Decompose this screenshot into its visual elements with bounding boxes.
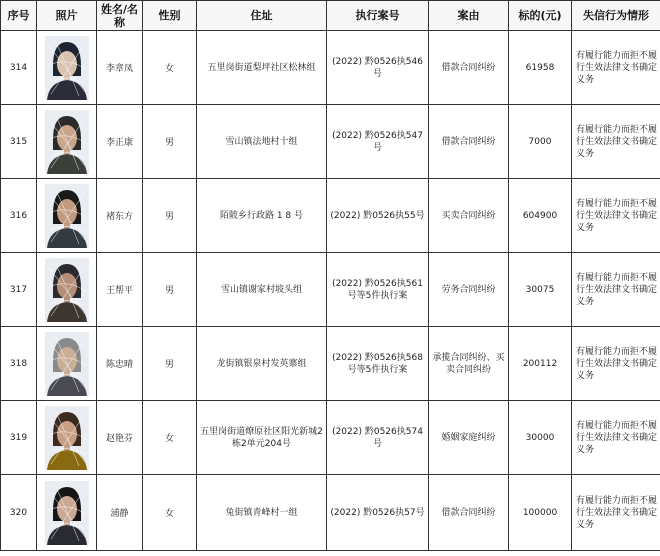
case-number: (2022) 黔0526执568号等5件执行案 <box>327 327 429 401</box>
row-number: 320 <box>1 475 37 551</box>
dishonest-reason: 有履行能力而拒不履行生效法律文书确定义务 <box>572 327 660 401</box>
case-cause: 借款合同纠纷 <box>429 105 509 179</box>
photo-cell <box>37 327 97 401</box>
case-number: (2022) 黔0526执546号 <box>327 31 429 105</box>
person-address: 兔街镇青峰村一组 <box>197 475 327 551</box>
person-address: 陌陂乡行政路 1 8 号 <box>197 179 327 253</box>
amount: 30000 <box>509 401 572 475</box>
dishonest-reason: 有履行能力而拒不履行生效法律文书确定义务 <box>572 401 660 475</box>
dishonest-reason: 有履行能力而拒不履行生效法律文书确定义务 <box>572 31 660 105</box>
amount: 7000 <box>509 105 572 179</box>
person-gender: 女 <box>143 31 197 105</box>
person-gender: 男 <box>143 327 197 401</box>
amount: 200112 <box>509 327 572 401</box>
person-photo-icon <box>45 332 89 396</box>
col-header-cause: 案由 <box>429 1 509 31</box>
photo-cell <box>37 475 97 551</box>
person-photo-icon <box>45 110 89 174</box>
case-number: (2022) 黔0526执55号 <box>327 179 429 253</box>
photo-cell <box>37 179 97 253</box>
person-photo-icon <box>45 406 89 470</box>
row-number: 316 <box>1 179 37 253</box>
case-cause: 买卖合同纠纷 <box>429 179 509 253</box>
person-name: 李章凤 <box>97 31 143 105</box>
amount: 604900 <box>509 179 572 253</box>
case-number: (2022) 黔0526执561号等5件执行案 <box>327 253 429 327</box>
person-address: 龙街镇银泉村发英寨组 <box>197 327 327 401</box>
table-row <box>1 253 660 327</box>
amount: 30075 <box>509 253 572 327</box>
case-cause: 婚姻家庭纠纷 <box>429 401 509 475</box>
photo-cell <box>37 401 97 475</box>
case-cause: 承揽合同纠纷、买卖合同纠纷 <box>429 327 509 401</box>
row-number: 319 <box>1 401 37 475</box>
person-name: 褚东方 <box>97 179 143 253</box>
dishonest-reason: 有履行能力而拒不履行生效法律文书确定义务 <box>572 105 660 179</box>
table-row <box>1 105 660 179</box>
person-photo-icon <box>45 481 89 545</box>
person-name: 赵艳芬 <box>97 401 143 475</box>
person-address: 雪山镇法地村十组 <box>197 105 327 179</box>
person-photo-icon <box>45 184 89 248</box>
photo-cell <box>37 31 97 105</box>
case-number: (2022) 黔0526执547号 <box>327 105 429 179</box>
case-cause: 借款合同纠纷 <box>429 475 509 551</box>
col-header-gender: 性别 <box>143 1 197 31</box>
dishonest-reason: 有履行能力而拒不履行生效法律文书确定义务 <box>572 475 660 551</box>
person-gender: 男 <box>143 253 197 327</box>
row-number: 317 <box>1 253 37 327</box>
table-row <box>1 475 660 551</box>
table-row <box>1 327 660 401</box>
person-address: 雪山镇谢家村坡头组 <box>197 253 327 327</box>
col-header-address: 住址 <box>197 1 327 31</box>
col-header-photo: 照片 <box>37 1 97 31</box>
person-gender: 女 <box>143 401 197 475</box>
row-number: 315 <box>1 105 37 179</box>
person-name: 王帮平 <box>97 253 143 327</box>
person-gender: 女 <box>143 475 197 551</box>
person-name: 陈忠晴 <box>97 327 143 401</box>
table-row <box>1 401 660 475</box>
person-name: 李正康 <box>97 105 143 179</box>
photo-cell <box>37 105 97 179</box>
person-gender: 男 <box>143 105 197 179</box>
row-number: 314 <box>1 31 37 105</box>
table-row <box>1 179 660 253</box>
photo-cell <box>37 253 97 327</box>
col-header-no: 序号 <box>1 1 37 31</box>
header-row <box>1 1 660 31</box>
person-photo-icon <box>45 258 89 322</box>
case-number: (2022) 黔0526执57号 <box>327 475 429 551</box>
col-header-reason: 失信行为情形 <box>572 1 660 31</box>
amount: 61958 <box>509 31 572 105</box>
person-gender: 男 <box>143 179 197 253</box>
person-name: 浦静 <box>97 475 143 551</box>
col-header-name: 姓名/名称 <box>97 1 143 31</box>
person-address: 五里岗街道燎原社区阳光新城2栋2单元204号 <box>197 401 327 475</box>
row-number: 318 <box>1 327 37 401</box>
person-photo-icon <box>45 36 89 100</box>
dishonest-reason: 有履行能力而拒不履行生效法律文书确定义务 <box>572 253 660 327</box>
case-cause: 借款合同纠纷 <box>429 31 509 105</box>
col-header-amount: 标的(元) <box>509 1 572 31</box>
case-cause: 劳务合同纠纷 <box>429 253 509 327</box>
person-address: 五里岗街道梨坪社区松林组 <box>197 31 327 105</box>
case-number: (2022) 黔0526执574号 <box>327 401 429 475</box>
dishonest-reason: 有履行能力而拒不履行生效法律文书确定义务 <box>572 179 660 253</box>
amount: 100000 <box>509 475 572 551</box>
col-header-case-no: 执行案号 <box>327 1 429 31</box>
table-row <box>1 31 660 105</box>
